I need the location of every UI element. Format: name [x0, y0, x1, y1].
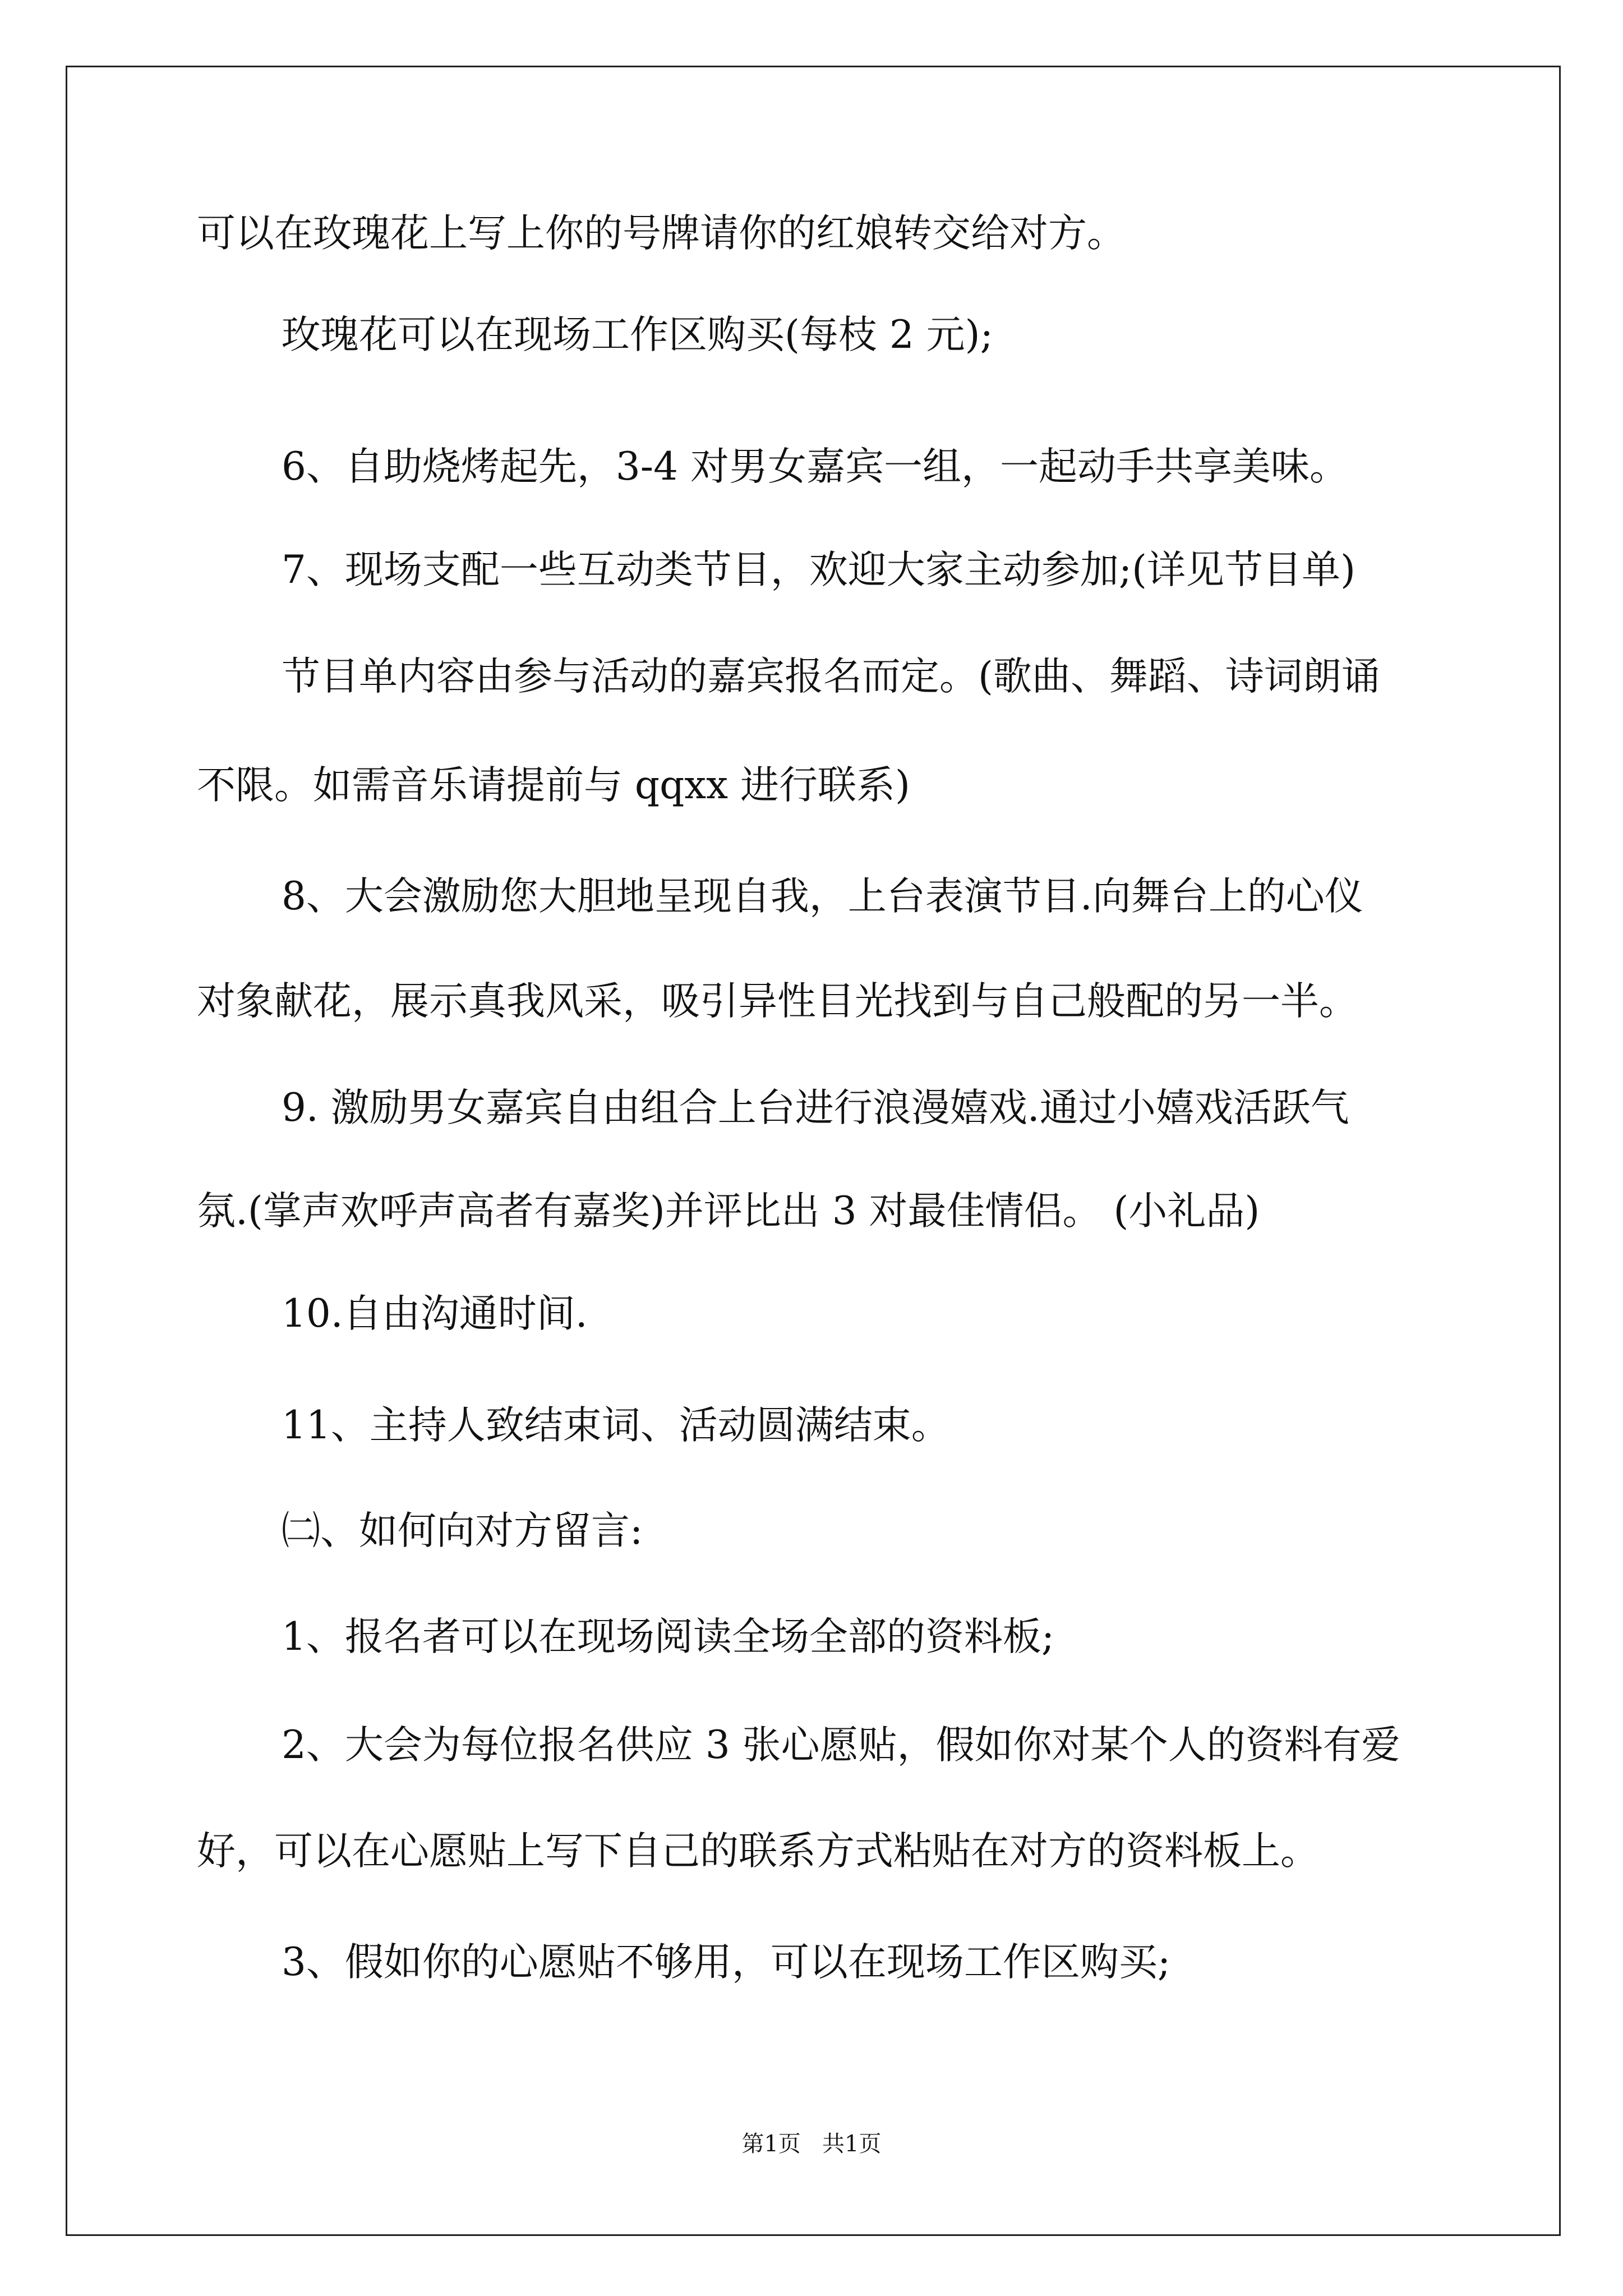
paragraph-line: 玫瑰花可以在现场工作区购买(每枝 2 元); [282, 312, 993, 357]
page-number-footer: 第1页 共1页 [741, 2131, 882, 2157]
paragraph-line: 不限。如需音乐请提前与 qqxx 进行联系) [197, 763, 910, 808]
page-border [66, 66, 1561, 2236]
paragraph-line: ㈡、如何向对方留言: [282, 1508, 643, 1553]
paragraph-line: 7、现场支配一些互动类节目，欢迎大家主动参加;(详见节目单) [282, 547, 1355, 592]
paragraph-line: 10.自由沟通时间. [282, 1291, 588, 1336]
paragraph-line: 2、大会为每位报名供应 3 张心愿贴，假如你对某个人的资料有爱 [282, 1723, 1400, 1768]
paragraph-line: 11、主持人致结束词、活动圆满结束。 [282, 1403, 950, 1448]
paragraph-line: 3、假如你的心愿贴不够用，可以在现场工作区购买; [282, 1940, 1171, 1985]
paragraph-line: 8、大会激励您大胆地呈现自我，上台表演节目.向舞台上的心仪 [282, 874, 1363, 919]
paragraph-line: 氛.(掌声欢呼声高者有嘉奖)并评比出 3 对最佳情侣。 (小礼品) [197, 1189, 1260, 1234]
paragraph-line: 好，可以在心愿贴上写下自己的联系方式粘贴在对方的资料板上。 [197, 1829, 1319, 1874]
paragraph-line: 可以在玫瑰花上写上你的号牌请你的红娘转交给对方。 [197, 211, 1126, 256]
paragraph-line: 对象献花，展示真我风采，吸引异性目光找到与自己般配的另一半。 [197, 979, 1358, 1024]
paragraph-line: 1、报名者可以在现场阅读全场全部的资料板; [282, 1614, 1055, 1659]
paragraph-line: 节目单内容由参与活动的嘉宾报名而定。(歌曲、舞蹈、诗词朗诵 [282, 654, 1380, 699]
paragraph-line: 9. 激励男女嘉宾自由组合上台进行浪漫嬉戏.通过小嬉戏活跃气 [282, 1085, 1349, 1130]
paragraph-line: 6、自助烧烤起先，3-4 对男女嘉宾一组，一起动手共享美味。 [282, 444, 1348, 489]
